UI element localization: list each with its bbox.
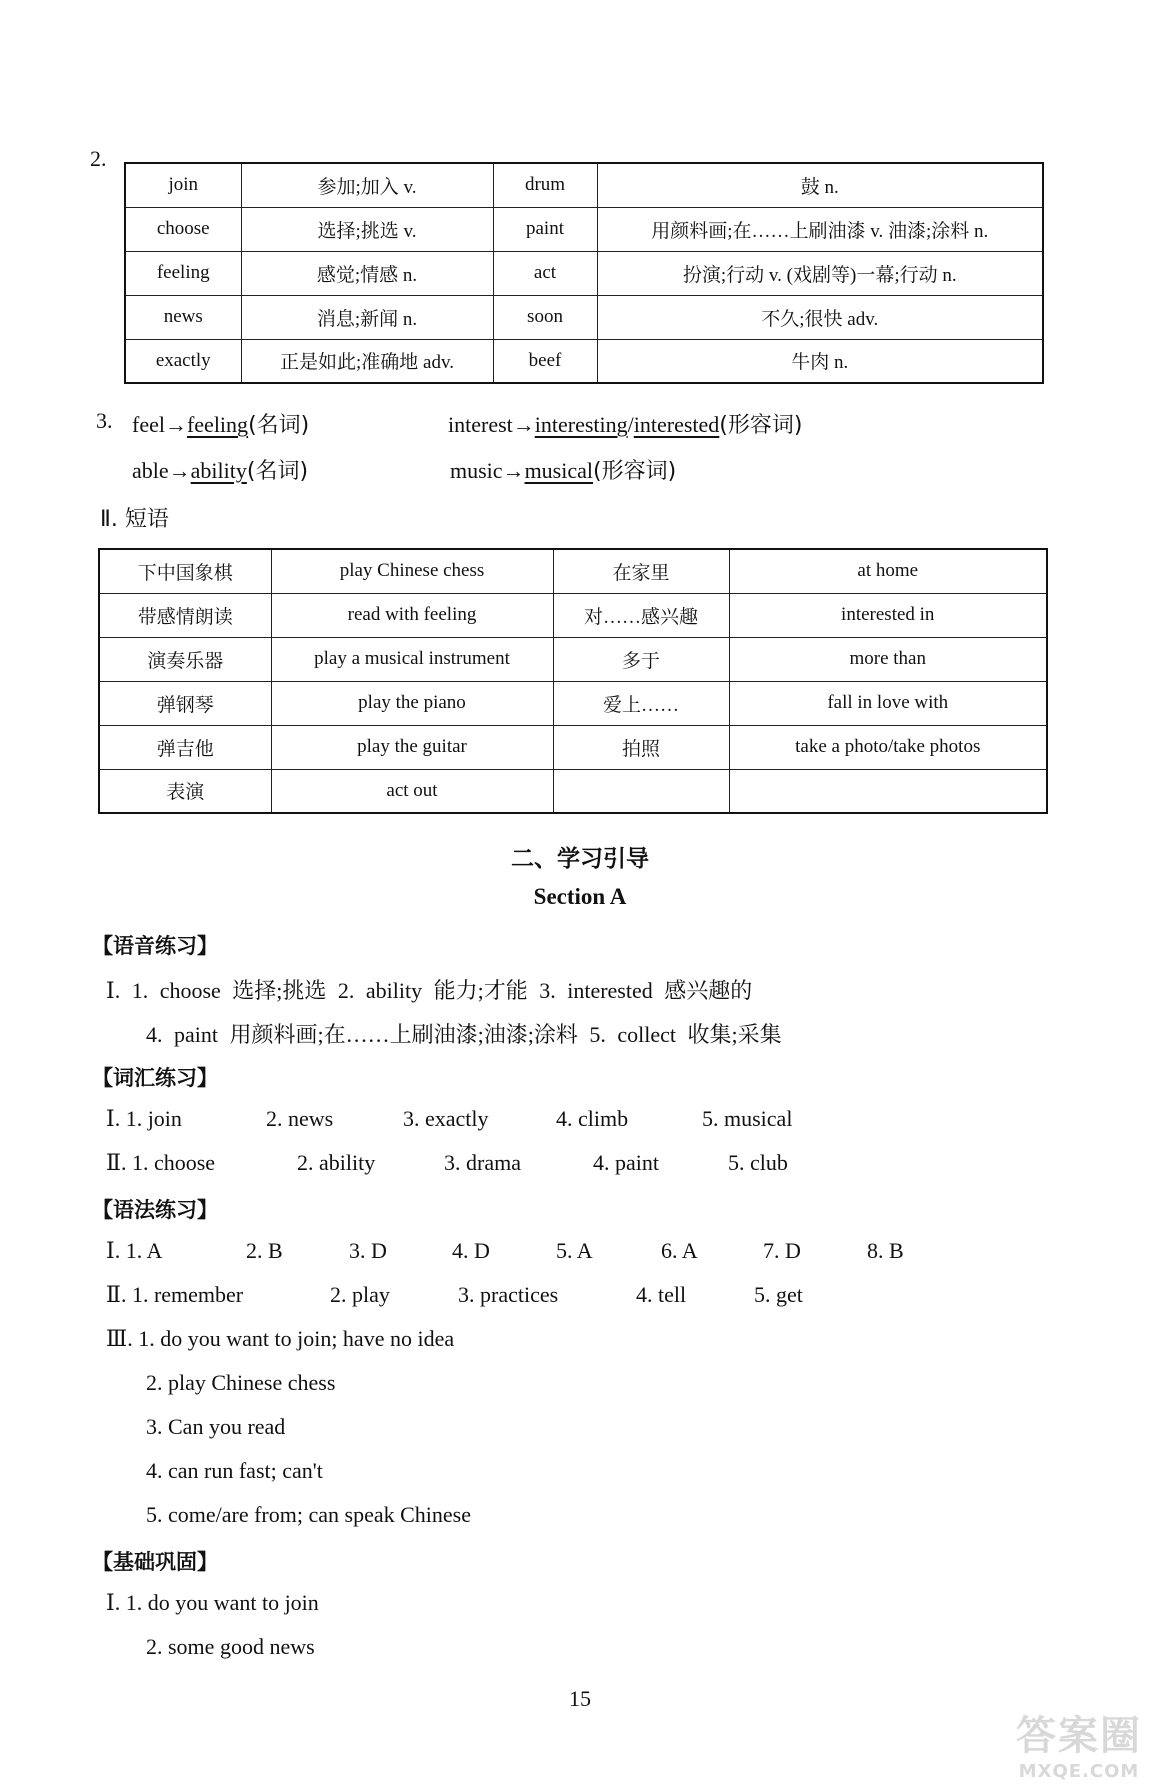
table-cell: 用颜料画;在……上刷油漆 v. 油漆;涂料 n.: [597, 207, 1043, 251]
table-cell: 演奏乐器: [99, 637, 271, 681]
grammar-row-3: Ⅲ. 1. do you want to join; have no idea: [106, 1326, 455, 1351]
row-item: 5. get: [754, 1282, 803, 1307]
row-item: 2. B: [246, 1238, 283, 1263]
phrases-table: [98, 548, 1048, 814]
wordform-answer-2: interested: [633, 412, 720, 437]
table-cell: 鼓 n.: [597, 163, 1043, 207]
row-item: 3. exactly: [403, 1106, 489, 1131]
wordform-feel: [132, 408, 309, 439]
row-item: 5. club: [728, 1150, 788, 1175]
table-cell: 扮演;行动 v. (戏剧等)一幕;行动 n.: [597, 251, 1043, 295]
pron-line-2: 4. paint 用颜料画;在……上刷油漆;油漆;涂料 5. collect 收集;采集: [146, 1022, 782, 1047]
section-title: Section A: [533, 884, 627, 909]
wordform-answer: ability: [190, 458, 247, 483]
grammar-row-3-item: 5. come/are from; can speak Chinese: [146, 1502, 471, 1527]
table-row: [125, 207, 1043, 251]
table-cell: read with feeling: [271, 593, 553, 637]
table-cell: 选择;挑选 v.: [241, 207, 493, 251]
table-cell: 拍照: [553, 725, 729, 769]
table-cell: news: [125, 295, 241, 339]
wordform-note: (名词): [246, 459, 309, 484]
row-item: 3. D: [349, 1238, 387, 1263]
table-row: [99, 769, 1047, 813]
guide-title: 二、学习引导: [511, 846, 649, 872]
table-cell: more than: [729, 637, 1047, 681]
grammar-row-2: [106, 1282, 803, 1308]
basic-row-2: 2. some good news: [146, 1634, 315, 1659]
table-cell: at home: [729, 549, 1047, 593]
table-cell: 表演: [99, 769, 271, 813]
table-cell: 带感情朗读: [99, 593, 271, 637]
row-item: 6. A: [661, 1238, 698, 1263]
table-cell: join: [125, 163, 241, 207]
vocab-number: 2.: [90, 146, 107, 171]
wordform-base: interest→: [448, 412, 535, 437]
vocab-ex-heading: 【词汇练习】: [92, 1066, 218, 1090]
table-cell: 感觉;情感 n.: [241, 251, 493, 295]
row-item: 2. play: [330, 1282, 390, 1307]
row-item: 2. news: [266, 1106, 334, 1131]
wordform-note: (形容词): [593, 459, 677, 484]
wordform-note: (名词): [248, 413, 310, 438]
row-item: 4. D: [452, 1238, 490, 1263]
table-cell: beef: [493, 339, 597, 383]
table-cell: play the guitar: [271, 725, 553, 769]
table-cell: drum: [493, 163, 597, 207]
table-cell: [553, 769, 729, 813]
table-cell: exactly: [125, 339, 241, 383]
table-row: [125, 339, 1043, 383]
table-cell: 下中国象棋: [99, 549, 271, 593]
row-label: Ⅱ. 1. choose: [106, 1150, 216, 1175]
table-cell: 参加;加入 v.: [241, 163, 493, 207]
wordform-base: feel→: [132, 412, 187, 437]
wordform-answer: musical: [524, 458, 593, 483]
table-cell: 正是如此;准确地 adv.: [241, 339, 493, 383]
row-item: 2. ability: [297, 1150, 376, 1175]
grammar-row-3-item: 4. can run fast; can't: [146, 1458, 323, 1483]
table-cell: interested in: [729, 593, 1047, 637]
table-cell: 牛肉 n.: [597, 339, 1043, 383]
wordform-base: music→: [450, 458, 525, 483]
row-item: 3. practices: [458, 1282, 559, 1307]
wordform-answer: feeling: [186, 412, 249, 437]
table-cell: [729, 769, 1047, 813]
row-label: Ⅰ. 1. join: [106, 1106, 182, 1131]
pron-heading: 【语音练习】: [92, 934, 218, 958]
table-row: [99, 593, 1047, 637]
row-item: 7. D: [763, 1238, 801, 1263]
pron-line-1: Ⅰ. 1. choose 选择;挑选 2. ability 能力;才能 3. interested 感兴趣的: [106, 978, 753, 1003]
table-cell: 消息;新闻 n.: [241, 295, 493, 339]
table-cell: play the piano: [271, 681, 553, 725]
row-item: 5. A: [556, 1238, 593, 1263]
table-cell: 弹钢琴: [99, 681, 271, 725]
row-item: 4. climb: [556, 1106, 629, 1131]
table-cell: act: [493, 251, 597, 295]
wordform-base: able→: [132, 458, 191, 483]
table-cell: take a photo/take photos: [729, 725, 1047, 769]
phrases-title: Ⅱ. 短语: [100, 507, 169, 532]
wordform-number: 3.: [96, 408, 113, 433]
table-cell: act out: [271, 769, 553, 813]
wordform-answer: interesting: [534, 412, 628, 437]
table-cell: fall in love with: [729, 681, 1047, 725]
row-item: 3. drama: [444, 1150, 521, 1175]
watermark-logo: [1016, 1704, 1142, 1782]
table-cell: 不久;很快 adv.: [597, 295, 1043, 339]
table-row: [125, 295, 1043, 339]
table-cell: 在家里: [553, 549, 729, 593]
watermark-top: 答案圈: [1016, 1713, 1142, 1759]
row-item: 4. tell: [636, 1282, 687, 1307]
grammar-row-1: [106, 1238, 904, 1264]
wordform-music: [450, 454, 676, 485]
wordform-able: [132, 454, 308, 485]
watermark-bottom: MXQE.COM: [1018, 1761, 1140, 1782]
row-label: Ⅱ. 1. remember: [106, 1282, 244, 1307]
table-cell: paint: [493, 207, 597, 251]
table-cell: 对……感兴趣: [553, 593, 729, 637]
grammar-row-3-item: 2. play Chinese chess: [146, 1370, 336, 1395]
table-row: [99, 637, 1047, 681]
wordform-separator: /: [627, 412, 634, 437]
wordform-note: (形容词): [719, 413, 803, 438]
table-cell: feeling: [125, 251, 241, 295]
basic-row-1: Ⅰ. 1. do you want to join: [106, 1590, 319, 1615]
table-cell: 弹吉他: [99, 725, 271, 769]
vocab-ex-row-2: [106, 1150, 788, 1176]
page-number: 15: [569, 1686, 591, 1711]
vocab-table: [124, 162, 1044, 384]
table-row: [99, 681, 1047, 725]
table-cell: 爱上……: [553, 681, 729, 725]
grammar-heading: 【语法练习】: [92, 1198, 218, 1222]
table-cell: 多于: [553, 637, 729, 681]
row-label: Ⅰ. 1. A: [106, 1238, 163, 1263]
table-cell: soon: [493, 295, 597, 339]
vocab-ex-row-1: [106, 1106, 792, 1132]
table-cell: play a musical instrument: [271, 637, 553, 681]
table-cell: choose: [125, 207, 241, 251]
table-row: [99, 725, 1047, 769]
basic-heading: 【基础巩固】: [92, 1550, 218, 1574]
row-item: 4. paint: [593, 1150, 659, 1175]
grammar-row-3-item: 3. Can you read: [146, 1414, 286, 1439]
row-item: 5. musical: [702, 1106, 793, 1131]
table-cell: play Chinese chess: [271, 549, 553, 593]
row-item: 8. B: [867, 1238, 904, 1263]
wordform-interest: [448, 408, 802, 439]
table-row: [125, 251, 1043, 295]
table-row: [125, 163, 1043, 207]
table-row: [99, 549, 1047, 593]
